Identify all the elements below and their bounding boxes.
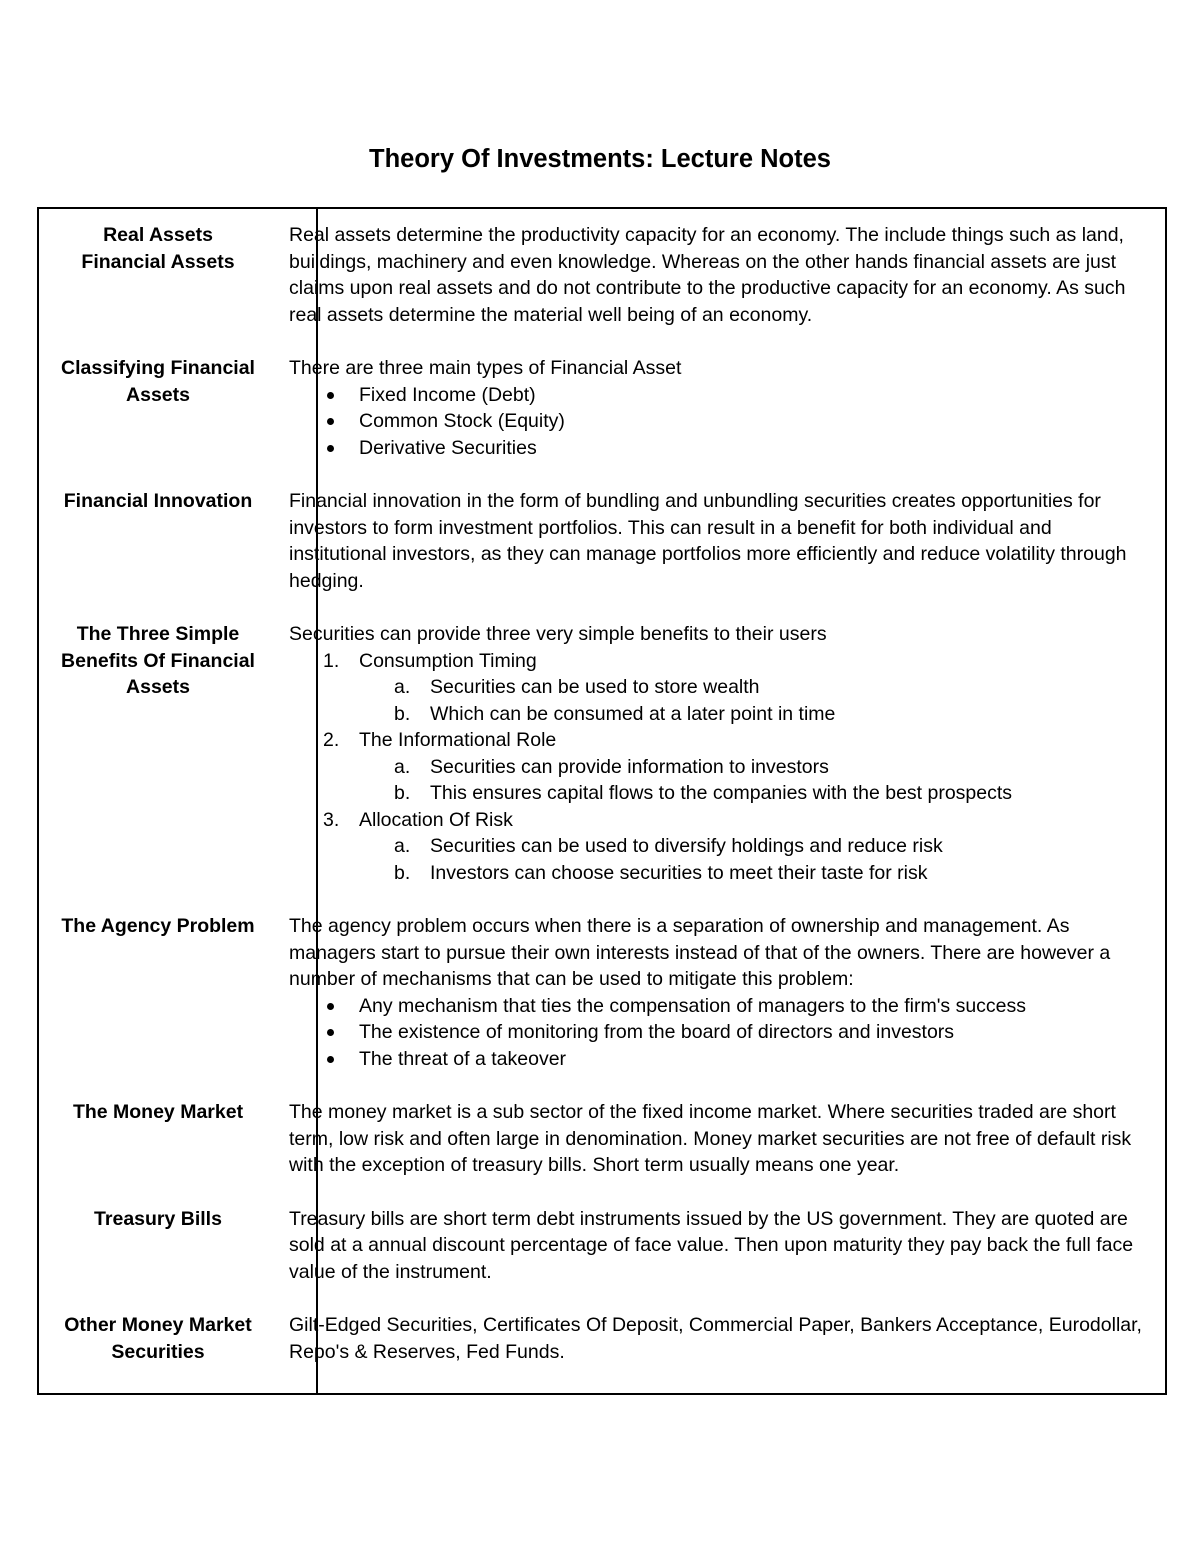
bullet-text: Common Stock (Equity) bbox=[359, 410, 565, 432]
sub-item-text: Securities can provide information to investors bbox=[430, 755, 829, 778]
term-label bbox=[39, 621, 277, 701]
sub-item-letter: a. bbox=[394, 835, 411, 857]
term-line: Financial Assets bbox=[81, 250, 235, 273]
term-line: Financial Innovation bbox=[63, 490, 253, 512]
sub-item-letter: b. bbox=[394, 702, 411, 725]
term-line: Real Assets bbox=[103, 224, 213, 246]
term-cell bbox=[39, 1206, 277, 1286]
bullet-list bbox=[289, 993, 1149, 1073]
definition-text: Gilt-Edged Securities, Certificates Of Deposit, Commercial Paper, Bankers Acceptance, Eurodollar, Repo's & Reserves, Fed Funds. bbox=[289, 1314, 1142, 1363]
bullet-dot-icon bbox=[289, 1046, 359, 1073]
term-line: The Money Market bbox=[72, 1101, 244, 1123]
bullet-item bbox=[289, 1019, 1149, 1046]
sub-item bbox=[289, 754, 1149, 781]
definition-cell bbox=[289, 1206, 1149, 1286]
bullet-dot-icon bbox=[289, 1019, 359, 1046]
term-label bbox=[39, 913, 277, 940]
bullet-dot-icon bbox=[289, 435, 359, 462]
sub-item bbox=[289, 860, 1149, 887]
term-cell bbox=[39, 488, 277, 594]
definition-text: Treasury bills are short term debt instruments issued by the US government. They are quoted are sold at a annual discount percentage of face value. Then upon maturity they pay back the full face value of the instrument. bbox=[289, 1207, 1134, 1283]
sub-item bbox=[289, 701, 1149, 728]
definition-cell bbox=[289, 1312, 1149, 1365]
bullet-text: The threat of a takeover bbox=[359, 1047, 567, 1070]
definition-text: Real assets determine the productivity capacity for an economy. The include things such as land, buildings, machinery and even knowledge. Whereas on the other hands financial assets are just claims upon real assets and do not contribute to the productive capacity for an economy. As such real assets determine the material well being of an economy. bbox=[289, 224, 1126, 326]
note-row bbox=[39, 488, 1165, 594]
term-cell bbox=[39, 621, 277, 886]
definition-cell bbox=[289, 1099, 1149, 1179]
term-label bbox=[39, 1312, 277, 1365]
item-text: Consumption Timing bbox=[359, 649, 537, 672]
definition-text: The agency problem occurs when there is a separation of ownership and management. As managers start to pursue their own interests instead of that of the owners. There are however a number of mechanisms that can be used to mitigate this problem: bbox=[289, 915, 1111, 990]
term-line: The Agency Problem bbox=[61, 915, 255, 937]
item-number: 3. bbox=[323, 808, 340, 831]
definition-cell bbox=[289, 222, 1149, 328]
sub-item-text: Securities can be used to store wealth bbox=[430, 676, 760, 698]
note-row bbox=[39, 913, 1165, 1072]
note-row bbox=[39, 1206, 1165, 1286]
numbered-list bbox=[289, 648, 1149, 887]
note-row bbox=[39, 621, 1165, 886]
definition-cell bbox=[289, 488, 1149, 594]
term-line: Benefits Of Financial bbox=[61, 649, 255, 672]
sub-item-letter: b. bbox=[394, 782, 411, 804]
bullet-text: Fixed Income (Debt) bbox=[359, 383, 536, 406]
page-title: Theory Of Investments: Lecture Notes bbox=[369, 145, 831, 173]
bullet-item bbox=[289, 382, 1149, 409]
term-cell bbox=[39, 355, 277, 461]
sub-item bbox=[289, 780, 1149, 807]
numbered-item bbox=[289, 807, 1149, 834]
item-text: Allocation Of Risk bbox=[359, 808, 513, 831]
sub-item-letter: b. bbox=[394, 861, 411, 884]
definition-cell bbox=[289, 913, 1149, 1072]
bullet-item bbox=[289, 993, 1149, 1020]
bullet-list bbox=[289, 382, 1149, 462]
term-line: Treasury Bills bbox=[94, 1207, 222, 1230]
term-cell bbox=[39, 1312, 277, 1365]
sub-item-text: Which can be consumed at a later point in time bbox=[430, 702, 836, 725]
term-line: The Three Simple bbox=[76, 623, 240, 645]
note-row bbox=[39, 222, 1165, 328]
definition-text: Securities can provide three very simple benefits to their users bbox=[289, 623, 827, 645]
bullet-text: Any mechanism that ties the compensation of managers to the firm's success bbox=[359, 994, 1027, 1017]
definition-cell bbox=[289, 621, 1149, 886]
term-label bbox=[39, 1206, 277, 1233]
definition-text: There are three main types of Financial Asset bbox=[289, 357, 682, 379]
term-label bbox=[39, 1099, 277, 1126]
term-label bbox=[39, 355, 277, 408]
numbered-item bbox=[289, 727, 1149, 754]
sub-item-text: Securities can be used to diversify holdings and reduce risk bbox=[430, 835, 943, 857]
sub-item bbox=[289, 674, 1149, 701]
term-line: Securities bbox=[111, 1340, 205, 1363]
bullet-dot-icon bbox=[289, 993, 359, 1020]
term-label bbox=[39, 488, 277, 515]
sub-item-letter: a. bbox=[394, 676, 411, 698]
bullet-item bbox=[289, 435, 1149, 462]
term-line: Other Money Market bbox=[64, 1314, 252, 1336]
bullet-text: Derivative Securities bbox=[359, 436, 537, 459]
item-number: 1. bbox=[323, 649, 340, 672]
item-text: The Informational Role bbox=[359, 729, 557, 751]
bullet-item bbox=[289, 408, 1149, 435]
bullet-dot-icon bbox=[289, 408, 359, 435]
note-row bbox=[39, 1099, 1165, 1179]
term-cell bbox=[39, 1099, 277, 1179]
bullet-item bbox=[289, 1046, 1149, 1073]
definition-text: Financial innovation in the form of bundling and unbundling securities creates opportunities for investors to form investment portfolios. This can result in a benefit for both individual and institutional investors, as they can manage portfolios more efficiently and reduce volatility through hedging. bbox=[289, 490, 1127, 592]
notes-rows bbox=[39, 222, 1165, 1392]
notes-table bbox=[37, 207, 1167, 1395]
term-cell bbox=[39, 222, 277, 328]
numbered-item bbox=[289, 648, 1149, 675]
definition-text: The money market is a sub sector of the fixed income market. Where securities traded are short term, low risk and often large in denomination. Money market securities are not free of default risk with the exception of treasury bills. Short term usually means one year. bbox=[289, 1101, 1132, 1176]
term-label bbox=[39, 222, 277, 275]
item-number: 2. bbox=[323, 729, 340, 751]
bullet-dot-icon bbox=[289, 382, 359, 409]
sub-item bbox=[289, 833, 1149, 860]
term-line: Assets bbox=[126, 676, 190, 698]
term-line: Assets bbox=[126, 383, 190, 406]
term-line: Classifying Financial bbox=[61, 357, 255, 379]
sub-item-text: This ensures capital flows to the companies with the best prospects bbox=[430, 782, 1013, 804]
note-row bbox=[39, 355, 1165, 461]
term-cell bbox=[39, 913, 277, 1072]
definition-cell bbox=[289, 355, 1149, 461]
bullet-text: The existence of monitoring from the board of directors and investors bbox=[359, 1021, 955, 1043]
note-row bbox=[39, 1312, 1165, 1365]
sub-item-text: Investors can choose securities to meet their taste for risk bbox=[430, 861, 928, 884]
sub-item-letter: a. bbox=[394, 755, 411, 778]
